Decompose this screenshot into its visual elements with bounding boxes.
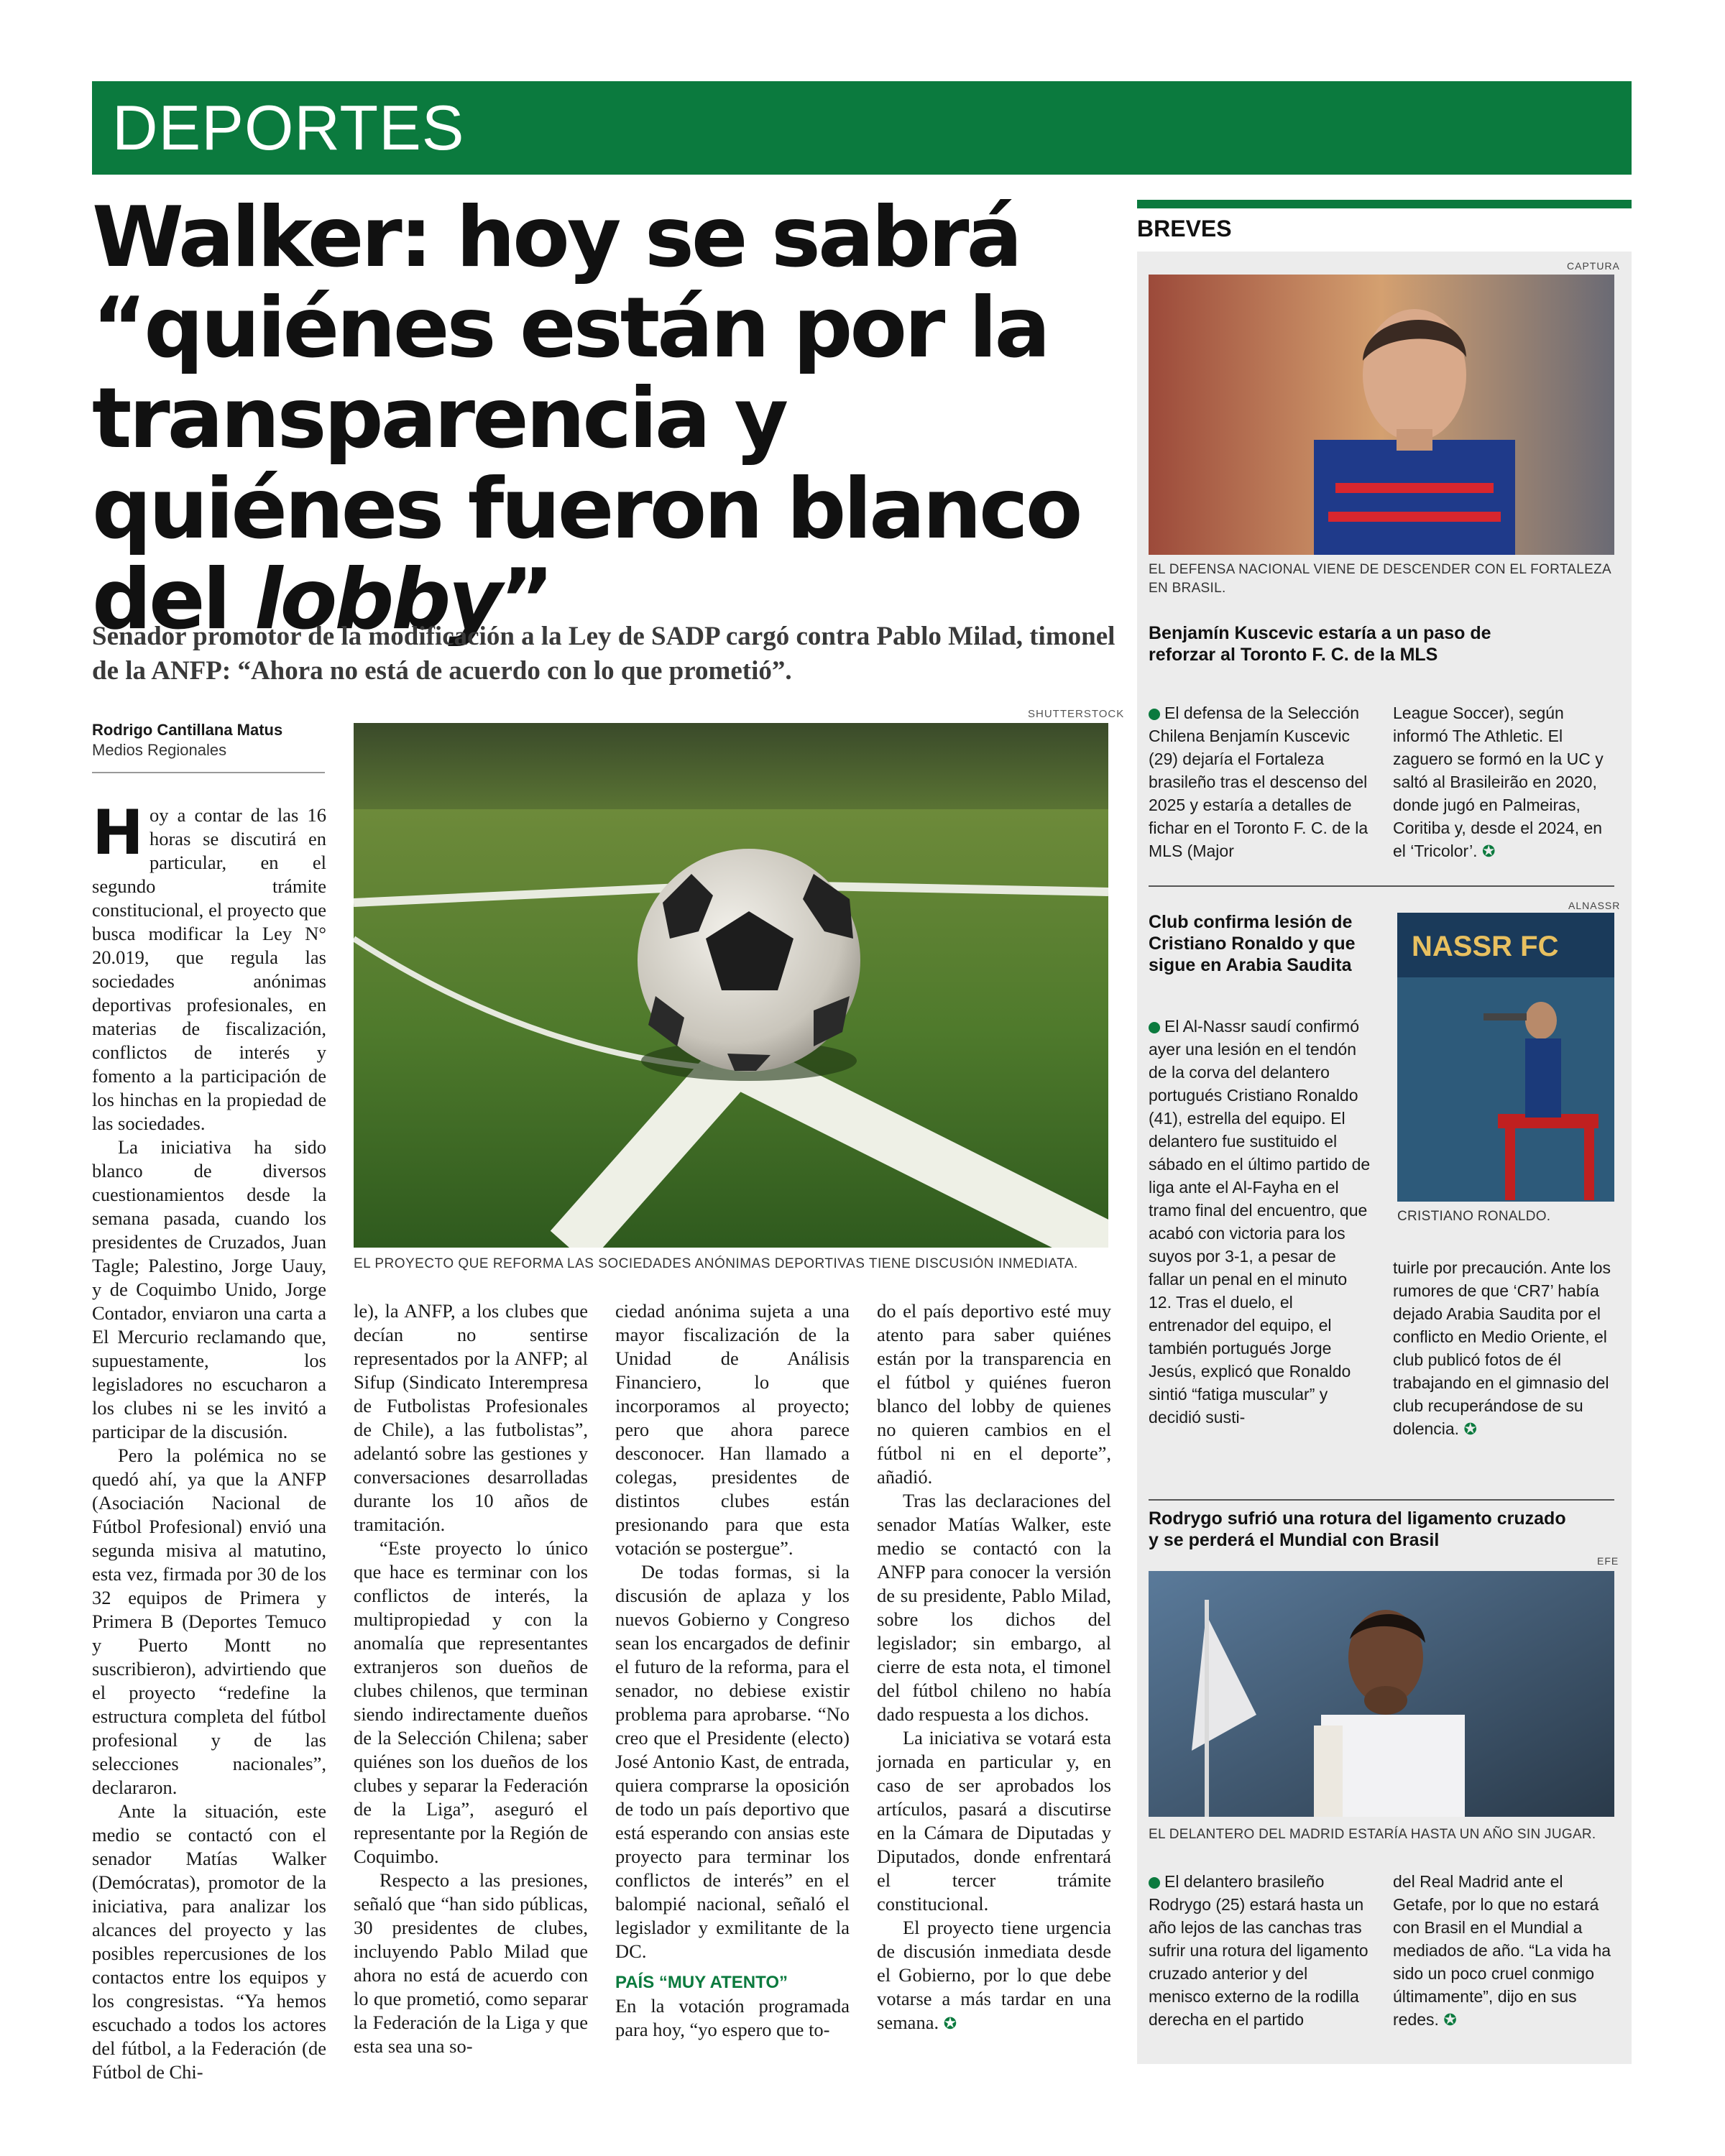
article-paragraph: Pero la polémica no se quedó ahí, ya que la ANFP (Asociación Nacional de Fútbol Profesional) envió una segunda misiva al matutino, esta vez, firmada por 30 de los 32 equipos de Primera y Primera B (Deportes Temuco y Puerto Montt no suscribieron), advirtiendo que el proyecto “redefine la estructura completa del fútbol profesional y de las selecciones nacionales”, declararon.	[92, 1445, 326, 1798]
section-header-bar	[92, 81, 1632, 175]
player-kuscevic-image	[1149, 275, 1614, 555]
article-paragraph: La iniciativa se votará esta jornada en particular y, en caso de ser aprobados los artículos, pasará a discutirse en la Cámara de Diputadas y Diputados, donde enfrentará el tercer trámite constitucional.	[877, 1727, 1111, 1915]
section-title: DEPORTES	[112, 92, 465, 163]
gym-wall-lettering: NASSR FC	[1412, 931, 1559, 962]
headline-text: Walker: hoy se sabrá “quiénes están por la transparencia y quiénes fueron blanco del	[92, 189, 1080, 648]
headline-close-quote: ”	[500, 551, 552, 648]
brief1-text-b: League Soccer), según informó The Athletic. El zaguero se formó en la UC y saltó al Brasileirão en 2020, donde jugó en Palmeiras, Coritiba y, desde el 2024, en el ‘Tricolor’.	[1393, 704, 1604, 860]
brief3-title: Rodrygo sufrió una rotura del ligamento cruzado y se perderá el Mundial con Brasil	[1149, 1508, 1566, 1550]
article-column-3	[615, 1299, 850, 2042]
bullet-dot-icon	[1149, 1877, 1160, 1889]
brief-divider	[1149, 1499, 1614, 1501]
article-paragraph	[92, 797, 326, 1135]
brief1-photo-credit: CAPTURA	[1567, 260, 1620, 272]
article-paragraph: “Este proyecto lo único que hace es terminar con los conflictos de interés, la multipropiedad y con la anomalía que representantes extranjeros son dueños de clubes chilenos, que terminan siendo indirectamente dueños de la Selección Chilena; saber quiénes son los dueños de los clubes y separar la Federación de la Liga”, aseguró el representante por la Región de Coquimbo.	[354, 1537, 588, 1867]
brief3-text-a: El delantero brasileño Rodrygo (25) estará hasta un año lejos de las canchas tras sufrir una rotura del ligamento cruzado anterior y del menisco externo de la rodilla derecha en el partido	[1149, 1872, 1368, 2029]
cristiano-gym-image	[1397, 913, 1614, 1202]
byline-divider	[92, 772, 325, 773]
end-of-brief-icon: ✪	[1443, 2012, 1457, 2030]
subheadline: Senador promotor de la modificación a la Ley de SADP cargó contra Pablo Milad, timonel de la ANFP: “Ahora no está de acuerdo con lo que prometió”.	[92, 622, 1116, 686]
main-photo-caption: EL PROYECTO QUE REFORMA LAS SOCIEDADES ANÓNIMAS DEPORTIVAS TIENE DISCUSIÓN INMEDIATA.	[354, 1256, 1078, 1271]
briefs-label: BREVES	[1137, 216, 1232, 241]
brief3-photo	[1149, 1571, 1614, 1817]
byline-outlet: Medios Regionales	[92, 741, 227, 759]
article-column-4	[877, 1299, 1111, 2036]
brief2-photo-credit: ALNASSR	[1568, 900, 1621, 911]
brief1-text-a: El defensa de la Selección Chilena Benjamín Kuscevic (29) dejaría el Fortaleza brasileño tras el descenso del 2025 y estaría a detalles de fichar en el Toronto F. C. de la MLS (Major	[1149, 704, 1368, 860]
main-photo-credit: SHUTTERSTOCK	[1028, 708, 1125, 720]
article-paragraph-text: oy a contar de las 16 horas se discutirá en particular, en el segundo trámite constitucional, el proyecto que busca modificar la Ley N° 20.019, que regula las sociedades anónimas deportivas profesionales, en materias de fiscalización, conflictos de interés y fomento a la participación de los hinchas en la propiedad de las sociedades.	[92, 804, 326, 1134]
brief2-text-col-b	[1393, 1256, 1616, 1442]
brief2-caption: CRISTIANO RONALDO.	[1397, 1209, 1551, 1224]
brief2-photo	[1397, 913, 1614, 1202]
soccer-ball-image	[354, 723, 1108, 1248]
article-paragraph: Respecto a las presiones, señaló que “han sido públicas, 30 presidentes de clubes, incluyendo Pablo Milad que ahora no está de acuerdo con lo que prometió, como separar la Federación de la Liga y que esta sea una so-	[354, 1869, 588, 2057]
brief1-caption: EL DEFENSA NACIONAL VIENE DE DESCENDER CON EL FORTALEZA EN BRASIL.	[1149, 562, 1611, 596]
article-paragraph: Ante la situación, este medio se contactó con el senador Matías Walker (Demócratas), promotor de la iniciativa, para analizar los alcances del proyecto y las posibles repercusiones de los contactos entre los equipos y los congresistas. “Ya hemos escuchado a todos los actores del fútbol, a la Federación (de Fútbol de Chi-	[92, 1800, 326, 2083]
article-paragraph	[877, 1916, 1111, 2036]
briefs-top-rule	[1137, 200, 1632, 208]
brief1-photo	[1149, 275, 1614, 555]
article-paragraph: le), la ANFP, a los clubes que decían no sentirse representados por la ANFP; al Sifup (Sindicato Interempresa de Futbolistas Profesionales de Chile), a las futbolistas”, adelantó sobre las gestiones y conversaciones desarrolladas durante los 10 años de tramitación.	[354, 1300, 588, 1535]
brief1-title: Benjamín Kuscevic estaría a un paso de reforzar al Toronto F. C. de la MLS	[1149, 623, 1491, 665]
subsection-kicker: PAÍS “MUY ATENTO”	[615, 1973, 788, 1992]
article-paragraph: La iniciativa ha sido blanco de diversos cuestionamientos desde la semana pasada, cuando los presidentes de Cruzados, Juan Tagle; Palestino, Jorge Uauy, y de Coquimbo Unido, Jorge Contador, enviaron una carta a El Mercurio reclamando que, supuestamente, los legisladores no escucharon a los clubes ni se les invitó a participar de la discusión.	[92, 1136, 326, 1442]
brief3-text-col-b	[1393, 1870, 1616, 2032]
rodrygo-image	[1149, 1571, 1614, 1817]
brief2-text-a: El Al-Nassr saudí confirmó ayer una lesión en el tendón de la corva del delantero portugués Cristiano Ronaldo (41), estrella del equipo. El delantero fue sustituido el sábado en el último partido de liga ante el Al-Fayha en el tramo final del encuentro, que acabó con victoria para los suyos por 3-1, a pesar de fallar un penal en el minuto 12. Tras el duelo, el entrenador del equipo, el también portugués Jorge Jesús, explicó que Ronaldo sintió “fatiga muscular” y decidió susti-	[1149, 1017, 1371, 1427]
article-paragraph: De todas formas, si la discusión de aplaza y los nuevos Gobierno y Congreso sean los encargados de definir el futuro de la reforma, para el senador, no debiese existir problema para aprobarse. “No creo que el Presidente (electo) José Antonio Kast, de entrada, quiera comprarse la oposición de todo un país deportivo que está esperando con ansias este proyecto para terminar los conflictos de interés” en el balompié nacional, señaló el legislador y exmilitante de la DC.	[615, 1561, 850, 1962]
brief2-title: Club confirma lesión de Cristiano Ronaldo y que sigue en Arabia Saudita	[1149, 912, 1356, 975]
drop-cap: H	[92, 797, 144, 869]
article-column-1	[92, 797, 326, 2084]
brief2-text-col-a	[1149, 1015, 1371, 1429]
headline	[92, 189, 1127, 648]
end-of-article-icon: ✪	[943, 2015, 957, 2033]
byline-author: Rodrigo Cantillana Matus	[92, 721, 283, 739]
brief3-text-col-a	[1149, 1870, 1368, 2031]
brief3-caption: EL DELANTERO DEL MADRID ESTARÍA HASTA UN AÑO SIN JUGAR.	[1149, 1827, 1596, 1842]
main-photo-soccer-ball	[354, 723, 1108, 1248]
headline-italic: lobby	[254, 551, 500, 648]
article-paragraph: Tras las declaraciones del senador Matías Walker, este medio se contactó con la ANFP para conocer la versión de su presidente, Pablo Milad, sobre los dichos del legislador; sin embargo, al cierre de esta nota, el timonel del fútbol chileno no había dado respuesta a los dichos.	[877, 1490, 1111, 1725]
brief1-text-col-b	[1393, 701, 1616, 864]
article-paragraph: ciedad anónima sujeta a una mayor fiscalización de la Unidad de Análisis Financiero, lo que incorporamos al proyecto; pero que ahora parece desconocer. Han llamado a colegas, presidentes de distintos clubes están presionando para que esta votación se postergue”.	[615, 1300, 850, 1559]
article-paragraph-text: El proyecto tiene urgencia de discusión inmediata desde el Gobierno, por lo que debe votarse a más tardar en una semana.	[877, 1917, 1111, 2033]
article-paragraph: En la votación programada para hoy, “yo espero que to-	[615, 1995, 850, 2040]
brief2-text-b: tuirle por precaución. Ante los rumores de que ‘CR7’ había dejado Arabia Saudita por el conflicto en Medio Oriente, el club publicó fotos de él trabajando en el gimnasio del club recuperándose de su dolencia.	[1393, 1258, 1611, 1438]
end-of-brief-icon: ✪	[1481, 843, 1496, 861]
brief1-text-col-a	[1149, 701, 1368, 862]
bullet-dot-icon	[1149, 709, 1160, 720]
article-paragraph: do el país deportivo esté muy atento para saber quiénes están por la transparencia en el fútbol y quiénes fueron blanco del lobby de quienes no quieren cambios en el fútbol ni en el deporte”, añadió.	[877, 1300, 1111, 1488]
article-column-2	[354, 1299, 588, 2058]
brief3-text-b: del Real Madrid ante el Getafe, por lo que no estará con Brasil en el Mundial a mediados de año. “La vida ha sido un poco cruel conmigo últimamente”, dijo en sus redes.	[1393, 1872, 1611, 2029]
brief-divider	[1149, 885, 1614, 887]
end-of-brief-icon: ✪	[1463, 1421, 1477, 1439]
bullet-dot-icon	[1149, 1022, 1160, 1033]
brief3-photo-credit: EFE	[1597, 1555, 1619, 1567]
